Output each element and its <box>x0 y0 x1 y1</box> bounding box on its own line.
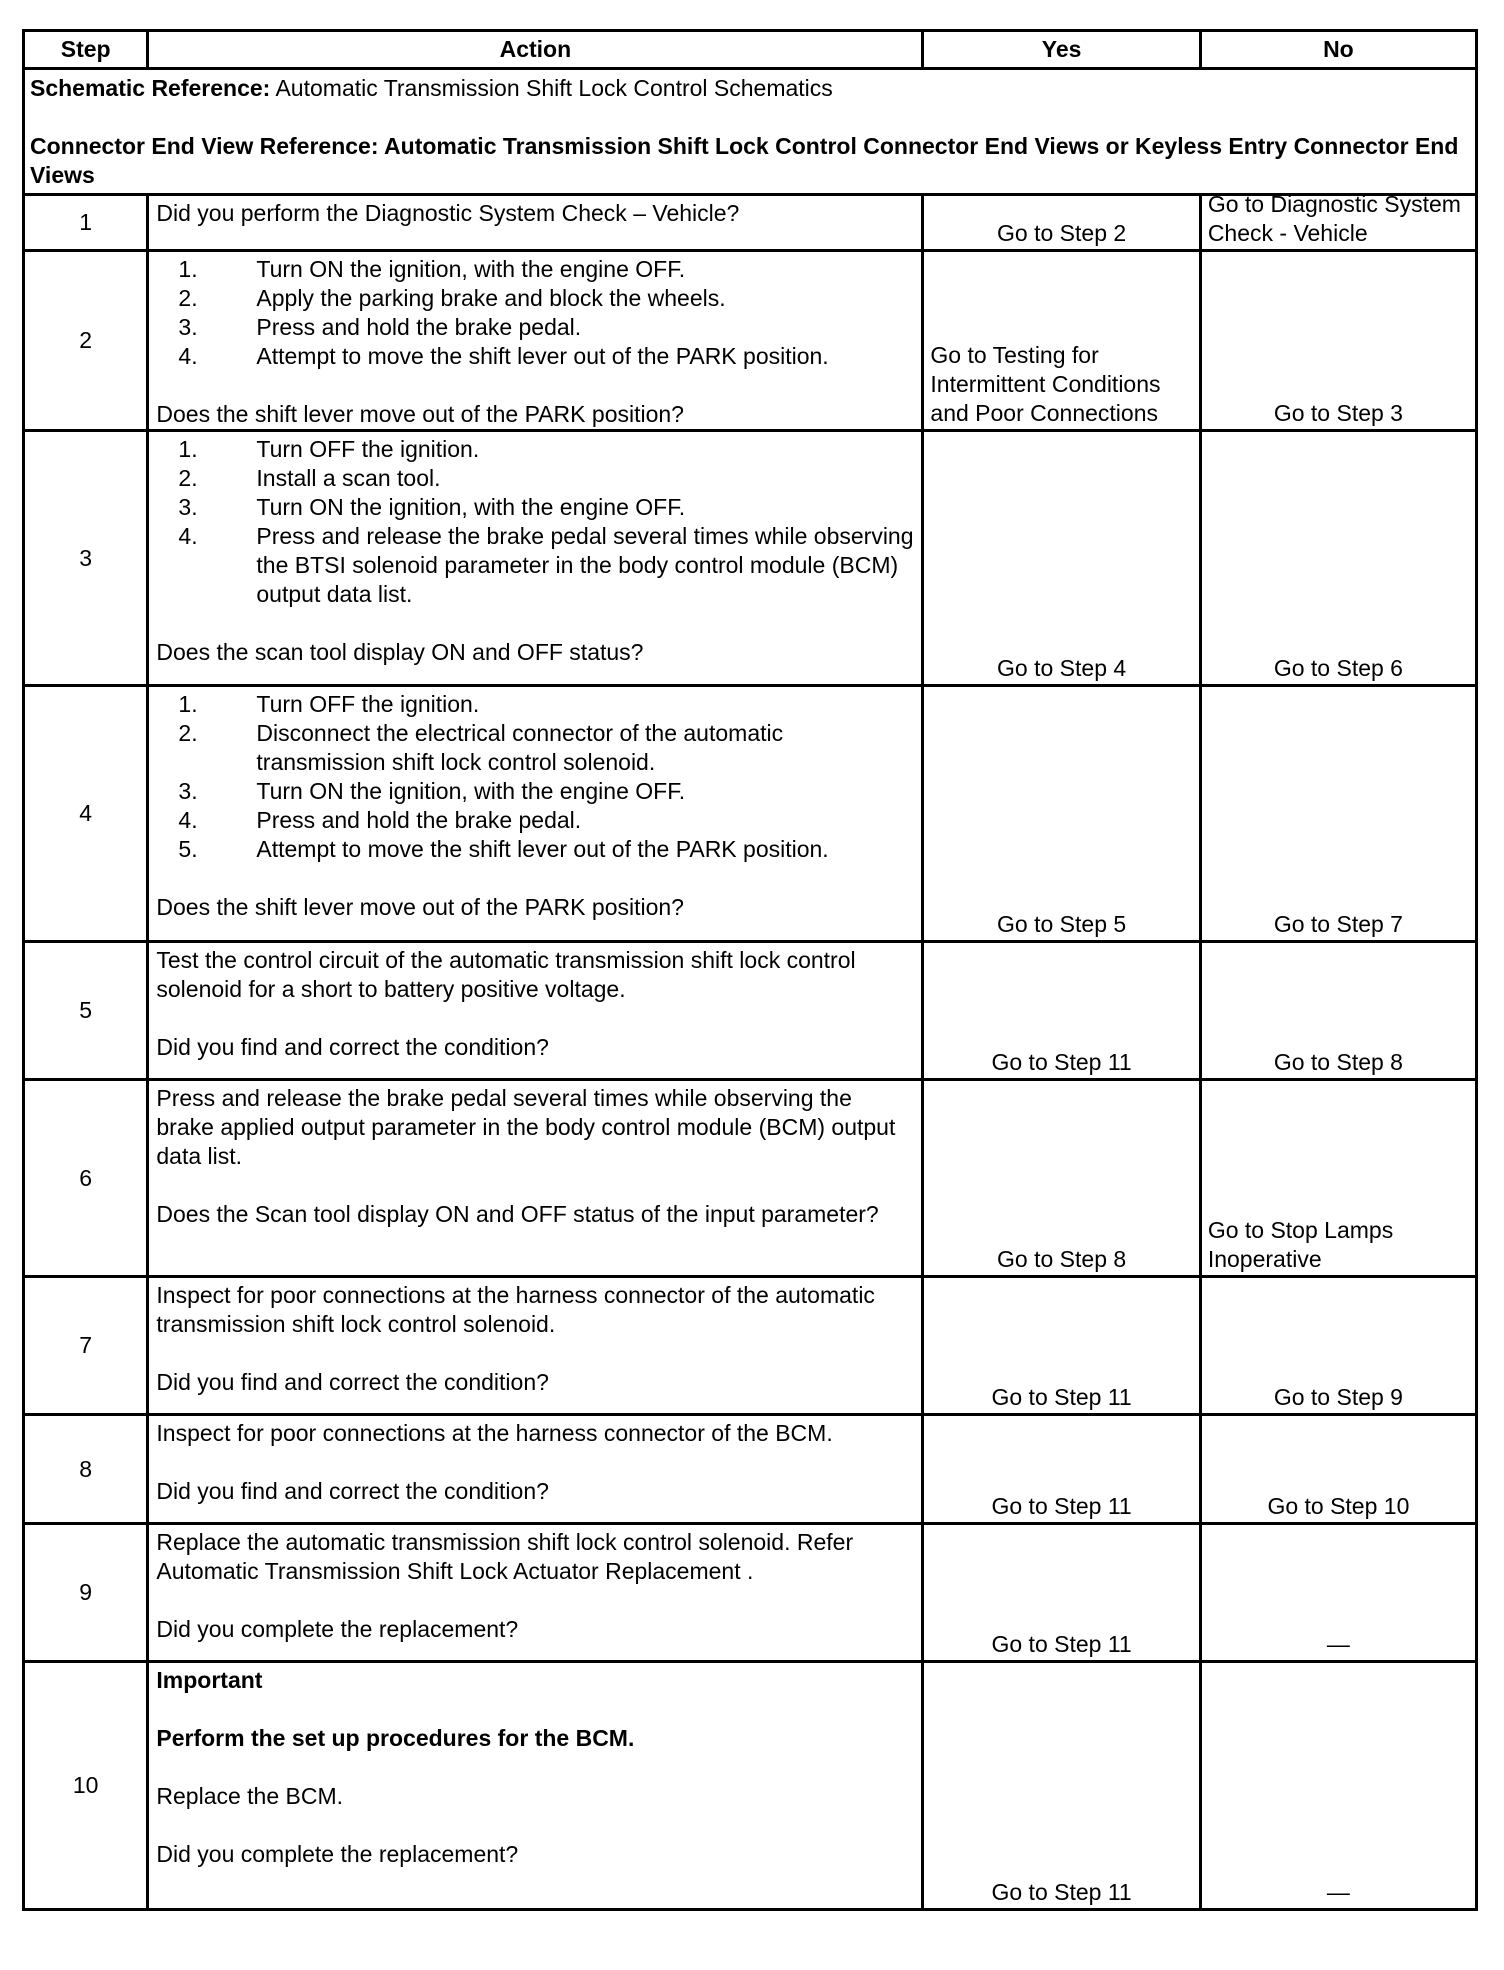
table-row <box>24 1277 1477 1415</box>
question-text: Did you complete the replacement? <box>156 1616 519 1642</box>
schematic-reference-label: Schematic Reference: <box>30 75 271 101</box>
question-text: Does the Scan tool display ON and OFF status of the input parameter? <box>156 1201 879 1227</box>
action-list <box>156 255 915 371</box>
yes-cell <box>923 195 1200 251</box>
list-item: Turn OFF the ignition. <box>256 691 480 717</box>
yes-cell <box>923 1080 1200 1277</box>
reference-cell <box>24 69 1477 195</box>
no-link[interactable]: Go to Step 10 <box>1267 1493 1410 1519</box>
list-item: Apply the parking brake and block the wheels. <box>256 285 726 311</box>
yes-link[interactable]: Go to Step 11 <box>991 1049 1132 1075</box>
action-cell <box>148 1662 923 1910</box>
schematic-reference-text: Automatic Transmission Shift Lock Control Schematics <box>270 75 833 101</box>
table-row <box>24 1080 1477 1277</box>
list-item: Attempt to move the shift lever out of the PARK position. <box>256 836 829 862</box>
question-text: Did you perform the Diagnostic System Check – Vehicle? <box>156 200 740 226</box>
table-row <box>24 942 1477 1080</box>
list-item: Turn ON the ignition, with the engine OFF. <box>256 778 686 804</box>
schematic-reference <box>30 74 1469 103</box>
step-number: 3 <box>24 431 148 686</box>
action-cell <box>148 686 923 942</box>
list-item: Press and release the brake pedal several times while observing the BTSI solenoid parameter in the body control module (BCM) output data list. <box>256 523 914 607</box>
yes-cell <box>923 686 1200 942</box>
no-link[interactable]: Go to Step 8 <box>1273 1049 1403 1075</box>
list-item: Turn OFF the ignition. <box>256 436 480 462</box>
yes-cell <box>923 942 1200 1080</box>
yes-link[interactable]: Go to Step 11 <box>991 1879 1132 1905</box>
list-item: Press and hold the brake pedal. <box>256 807 582 833</box>
action-cell <box>148 195 923 251</box>
no-cell <box>1200 1524 1476 1662</box>
list-item: Press and hold the brake pedal. <box>256 314 582 340</box>
yes-link[interactable]: Go to Step 8 <box>997 1246 1127 1272</box>
question-text: Does the shift lever move out of the PARK position? <box>156 894 684 920</box>
yes-link[interactable]: Go to Step 11 <box>991 1631 1132 1657</box>
action-list <box>156 690 915 864</box>
question-text: Did you find and correct the condition? <box>156 1369 549 1395</box>
action-text: Inspect for poor connections at the harness connector of the BCM. <box>156 1420 833 1446</box>
diagnostic-table <box>22 29 1478 1911</box>
table-row <box>24 1524 1477 1662</box>
action-cell <box>148 1277 923 1415</box>
action-text: Test the control circuit of the automatic transmission shift lock control solenoid for a short to battery positive voltage. <box>156 947 856 1002</box>
question-text: Did you find and correct the condition? <box>156 1034 549 1060</box>
yes-cell <box>923 1277 1200 1415</box>
list-item: Attempt to move the shift lever out of the PARK position. <box>256 343 829 369</box>
action-list <box>156 435 915 609</box>
no-link[interactable]: Go to Diagnostic System Check - Vehicle <box>1207 191 1461 246</box>
reference-row <box>24 69 1477 195</box>
step-number: 4 <box>24 686 148 942</box>
yes-cell <box>923 1415 1200 1524</box>
action-cell <box>148 1080 923 1277</box>
yes-link[interactable]: Go to Step 5 <box>997 911 1127 937</box>
yes-cell <box>923 1524 1200 1662</box>
action-text: Replace the automatic transmission shift lock control solenoid. Refer Automatic Transmission Shift Lock Actuator Replacement . <box>156 1529 854 1584</box>
action-cell <box>148 1524 923 1662</box>
no-link[interactable]: Go to Step 6 <box>1273 655 1403 681</box>
no-cell <box>1200 1080 1476 1277</box>
no-link[interactable]: Go to Step 9 <box>1273 1384 1403 1410</box>
table-row <box>24 686 1477 942</box>
connector-reference: Connector End View Reference: Automatic Transmission Shift Lock Control Connector End Views or Keyless Entry Connector End Views <box>30 133 1459 188</box>
no-cell <box>1200 191 1476 251</box>
no-cell <box>1200 1662 1476 1910</box>
yes-link[interactable]: Go to Step 11 <box>991 1493 1132 1519</box>
important-text: Perform the set up procedures for the BCM. <box>156 1725 635 1751</box>
no-dash: — <box>1326 1631 1350 1657</box>
question-text: Does the scan tool display ON and OFF status? <box>156 639 644 665</box>
header-step: Step <box>24 31 148 69</box>
list-item: Turn ON the ignition, with the engine OFF. <box>256 494 686 520</box>
no-cell <box>1200 1415 1476 1524</box>
question-text: Did you complete the replacement? <box>156 1841 519 1867</box>
action-cell <box>148 1415 923 1524</box>
step-number: 2 <box>24 251 148 431</box>
yes-link[interactable]: Go to Step 4 <box>997 655 1127 681</box>
yes-link[interactable]: Go to Step 2 <box>997 220 1127 246</box>
action-cell <box>148 431 923 686</box>
header-action: Action <box>148 31 923 69</box>
table-row <box>24 251 1477 431</box>
no-dash: — <box>1326 1879 1350 1905</box>
yes-cell <box>923 431 1200 686</box>
no-cell <box>1200 942 1476 1080</box>
yes-cell <box>923 251 1200 431</box>
step-number: 8 <box>24 1415 148 1524</box>
step-number: 6 <box>24 1080 148 1277</box>
step-number: 5 <box>24 942 148 1080</box>
action-text: Replace the BCM. <box>156 1783 344 1809</box>
table-row <box>24 195 1477 251</box>
no-cell <box>1200 686 1476 942</box>
header-yes: Yes <box>923 31 1200 69</box>
yes-link[interactable]: Go to Testing for Intermittent Conditions and Poor Connections <box>930 342 1161 426</box>
question-text: Did you find and correct the condition? <box>156 1478 549 1504</box>
no-cell <box>1200 431 1476 686</box>
no-link[interactable]: Go to Step 7 <box>1273 911 1403 937</box>
list-item: Install a scan tool. <box>256 465 441 491</box>
list-item: Turn ON the ignition, with the engine OFF. <box>256 256 686 282</box>
header-row <box>24 31 1477 69</box>
table-row <box>24 1662 1477 1910</box>
table-row <box>24 431 1477 686</box>
action-cell <box>148 251 923 431</box>
important-heading: Important <box>156 1667 263 1693</box>
step-number: 7 <box>24 1277 148 1415</box>
header-no: No <box>1200 31 1476 69</box>
yes-link[interactable]: Go to Step 11 <box>991 1384 1132 1410</box>
no-link[interactable]: Go to Stop Lamps Inoperative <box>1207 1217 1394 1272</box>
step-number: 1 <box>24 195 148 251</box>
yes-cell <box>923 1662 1200 1910</box>
action-cell <box>148 942 923 1080</box>
list-item: Disconnect the electrical connector of the automatic transmission shift lock control solenoid. <box>256 720 784 775</box>
no-cell <box>1200 1277 1476 1415</box>
step-number: 9 <box>24 1524 148 1662</box>
action-text: Inspect for poor connections at the harness connector of the automatic transmission shift lock control solenoid. <box>156 1282 875 1337</box>
no-cell <box>1200 251 1476 431</box>
question-text: Does the shift lever move out of the PARK position? <box>156 401 684 427</box>
action-text: Press and release the brake pedal several times while observing the brake applied output parameter in the body control module (BCM) output data list. <box>156 1085 896 1169</box>
no-link[interactable]: Go to Step 3 <box>1273 400 1403 426</box>
table-row <box>24 1415 1477 1524</box>
step-number: 10 <box>24 1662 148 1910</box>
